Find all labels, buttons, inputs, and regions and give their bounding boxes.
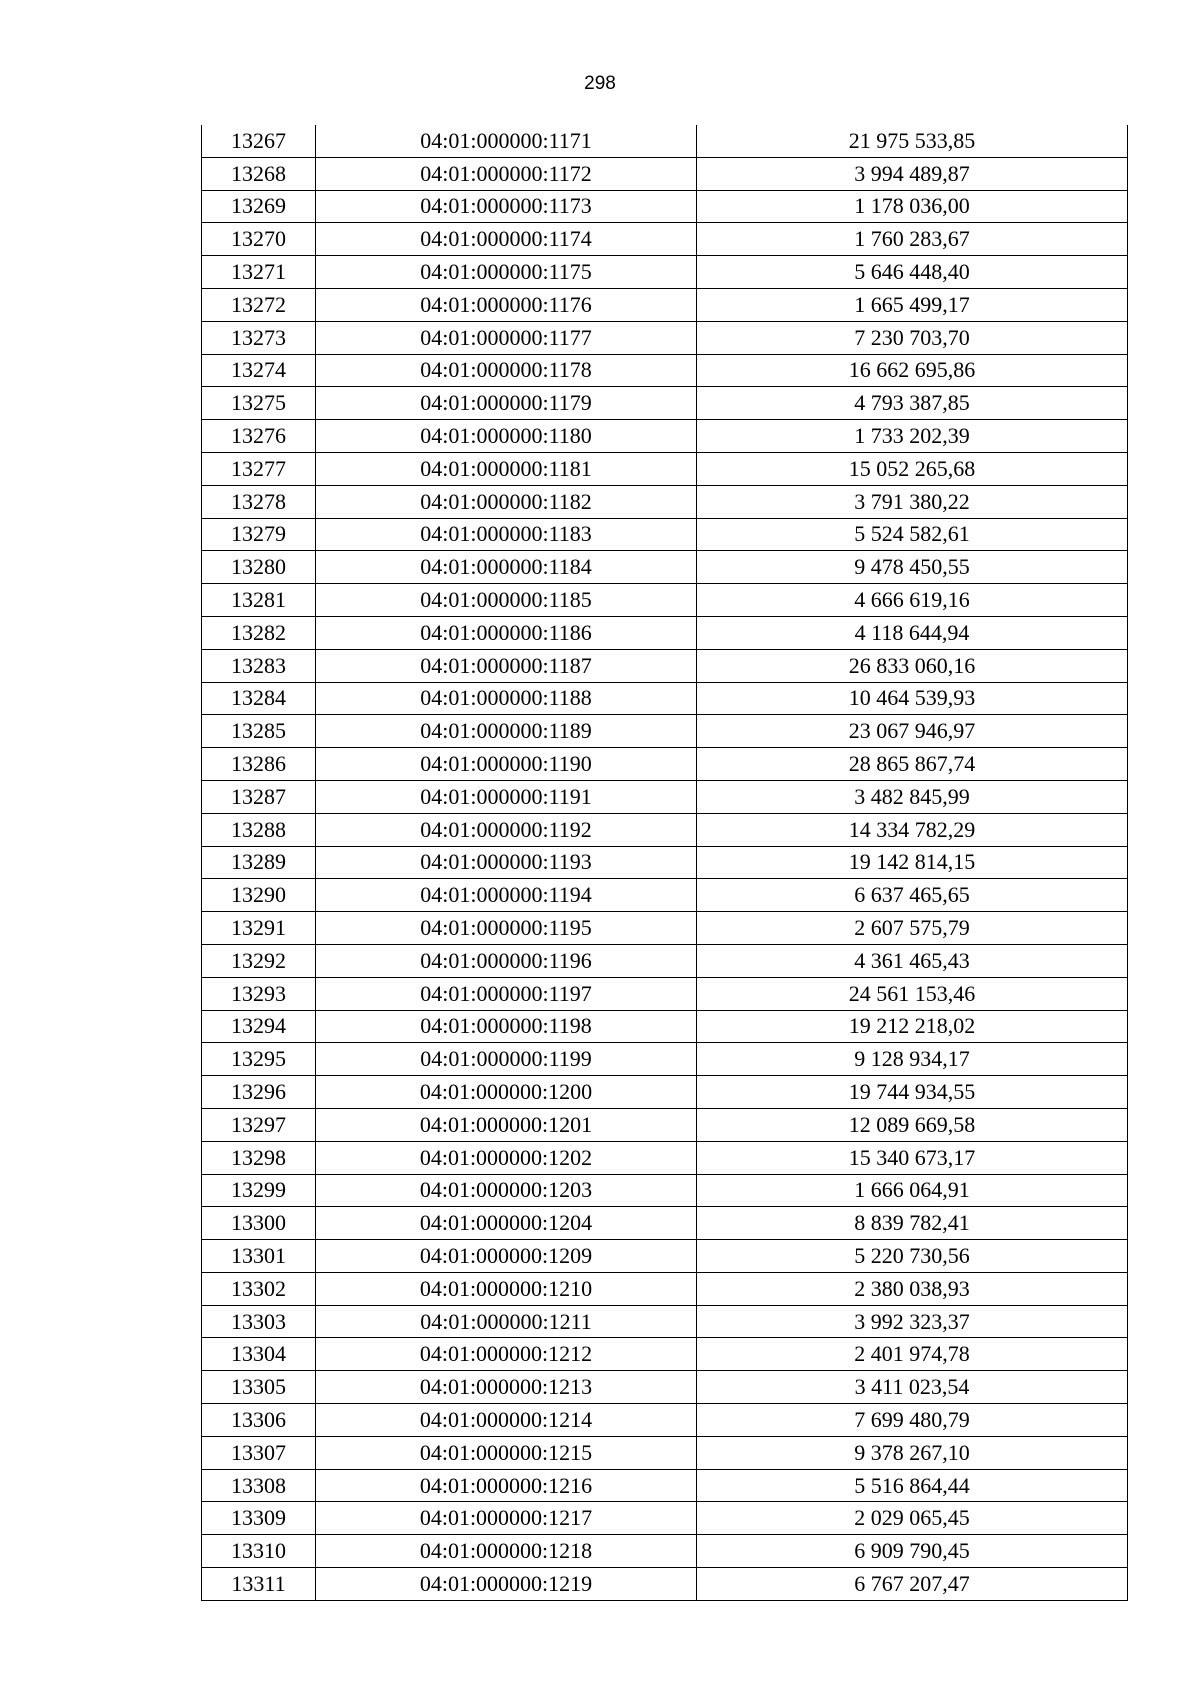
- table-row: [202, 1305, 1128, 1338]
- table-row: [202, 584, 1128, 617]
- table-row: [202, 813, 1128, 846]
- cadastral-number-cell: 04:01:000000:1204: [316, 1207, 697, 1240]
- cadastral-value-cell: 4 666 619,16: [697, 584, 1128, 617]
- cadastral-number-cell: 04:01:000000:1193: [316, 846, 697, 879]
- table-row: [202, 1043, 1128, 1076]
- row-number-cell: 13291: [202, 912, 316, 945]
- table-row: [202, 1207, 1128, 1240]
- row-number-cell: 13275: [202, 387, 316, 420]
- cadastral-number-cell: 04:01:000000:1178: [316, 354, 697, 387]
- table-row: [202, 1141, 1128, 1174]
- table-row: [202, 321, 1128, 354]
- table-row: [202, 1502, 1128, 1535]
- cadastral-number-cell: 04:01:000000:1173: [316, 190, 697, 223]
- cadastral-number-cell: 04:01:000000:1179: [316, 387, 697, 420]
- cadastral-number-cell: 04:01:000000:1194: [316, 879, 697, 912]
- row-number-cell: 13302: [202, 1272, 316, 1305]
- cadastral-number-cell: 04:01:000000:1216: [316, 1469, 697, 1502]
- cadastral-value-cell: 19 212 218,02: [697, 1010, 1128, 1043]
- cadastral-number-cell: 04:01:000000:1209: [316, 1240, 697, 1273]
- cadastral-value-cell: 21 975 533,85: [697, 125, 1128, 157]
- cadastral-value-cell: 14 334 782,29: [697, 813, 1128, 846]
- cadastral-number-cell: 04:01:000000:1171: [316, 125, 697, 157]
- cadastral-value-cell: 9 478 450,55: [697, 551, 1128, 584]
- row-number-cell: 13279: [202, 518, 316, 551]
- cadastral-number-cell: 04:01:000000:1218: [316, 1535, 697, 1568]
- cadastral-value-cell: 15 052 265,68: [697, 452, 1128, 485]
- row-number-cell: 13267: [202, 125, 316, 157]
- row-number-cell: 13299: [202, 1174, 316, 1207]
- cadastral-value-cell: 19 142 814,15: [697, 846, 1128, 879]
- table-row: [202, 1338, 1128, 1371]
- cadastral-value-cell: 1 178 036,00: [697, 190, 1128, 223]
- cadastral-number-cell: 04:01:000000:1177: [316, 321, 697, 354]
- cadastral-value-cell: 23 067 946,97: [697, 715, 1128, 748]
- table-row: [202, 1404, 1128, 1437]
- cadastral-value-cell: 12 089 669,58: [697, 1108, 1128, 1141]
- table-row: [202, 452, 1128, 485]
- cadastral-number-cell: 04:01:000000:1172: [316, 157, 697, 190]
- row-number-cell: 13271: [202, 256, 316, 289]
- row-number-cell: 13311: [202, 1568, 316, 1601]
- cadastral-value-cell: 3 791 380,22: [697, 485, 1128, 518]
- row-number-cell: 13301: [202, 1240, 316, 1273]
- cadastral-number-cell: 04:01:000000:1213: [316, 1371, 697, 1404]
- table-row: [202, 977, 1128, 1010]
- row-number-cell: 13292: [202, 944, 316, 977]
- row-number-cell: 13307: [202, 1436, 316, 1469]
- cadastral-number-cell: 04:01:000000:1199: [316, 1043, 697, 1076]
- cadastral-number-cell: 04:01:000000:1203: [316, 1174, 697, 1207]
- row-number-cell: 13285: [202, 715, 316, 748]
- table-row: [202, 616, 1128, 649]
- cadastral-value-cell: 5 646 448,40: [697, 256, 1128, 289]
- cadastral-number-cell: 04:01:000000:1217: [316, 1502, 697, 1535]
- table-row: [202, 780, 1128, 813]
- cadastral-number-cell: 04:01:000000:1191: [316, 780, 697, 813]
- cadastral-value-cell: 26 833 060,16: [697, 649, 1128, 682]
- table-row: [202, 1568, 1128, 1601]
- cadastral-number-cell: 04:01:000000:1196: [316, 944, 697, 977]
- row-number-cell: 13305: [202, 1371, 316, 1404]
- cadastral-value-cell: 2 607 575,79: [697, 912, 1128, 945]
- table-row: [202, 1076, 1128, 1109]
- cadastral-number-cell: 04:01:000000:1184: [316, 551, 697, 584]
- cadastral-value-cell: 3 411 023,54: [697, 1371, 1128, 1404]
- row-number-cell: 13293: [202, 977, 316, 1010]
- cadastral-number-cell: 04:01:000000:1200: [316, 1076, 697, 1109]
- table-row: [202, 1240, 1128, 1273]
- row-number-cell: 13270: [202, 223, 316, 256]
- row-number-cell: 13309: [202, 1502, 316, 1535]
- table-row: [202, 1535, 1128, 1568]
- table-row: [202, 223, 1128, 256]
- cadastral-number-cell: 04:01:000000:1186: [316, 616, 697, 649]
- cadastral-value-cell: 16 662 695,86: [697, 354, 1128, 387]
- row-number-cell: 13274: [202, 354, 316, 387]
- cadastral-value-cell: 1 760 283,67: [697, 223, 1128, 256]
- row-number-cell: 13287: [202, 780, 316, 813]
- table-row: [202, 1108, 1128, 1141]
- table-row: [202, 879, 1128, 912]
- cadastral-number-cell: 04:01:000000:1195: [316, 912, 697, 945]
- table-row: [202, 944, 1128, 977]
- cadastral-number-cell: 04:01:000000:1183: [316, 518, 697, 551]
- table-row: [202, 748, 1128, 781]
- row-number-cell: 13296: [202, 1076, 316, 1109]
- table-row: [202, 1272, 1128, 1305]
- table-row: [202, 420, 1128, 453]
- cadastral-value-cell: 8 839 782,41: [697, 1207, 1128, 1240]
- cadastral-value-cell: 1 733 202,39: [697, 420, 1128, 453]
- cadastral-value-cell: 10 464 539,93: [697, 682, 1128, 715]
- cadastral-number-cell: 04:01:000000:1190: [316, 748, 697, 781]
- row-number-cell: 13298: [202, 1141, 316, 1174]
- cadastral-value-cell: 5 516 864,44: [697, 1469, 1128, 1502]
- row-number-cell: 13268: [202, 157, 316, 190]
- cadastral-value-cell: 2 029 065,45: [697, 1502, 1128, 1535]
- row-number-cell: 13288: [202, 813, 316, 846]
- cadastral-number-cell: 04:01:000000:1197: [316, 977, 697, 1010]
- cadastral-number-cell: 04:01:000000:1210: [316, 1272, 697, 1305]
- row-number-cell: 13281: [202, 584, 316, 617]
- row-number-cell: 13297: [202, 1108, 316, 1141]
- table-row: [202, 387, 1128, 420]
- row-number-cell: 13300: [202, 1207, 316, 1240]
- table-row: [202, 1469, 1128, 1502]
- table-row: [202, 1436, 1128, 1469]
- cadastral-value-cell: 15 340 673,17: [697, 1141, 1128, 1174]
- table-row: [202, 518, 1128, 551]
- table-row: [202, 912, 1128, 945]
- cadastral-number-cell: 04:01:000000:1175: [316, 256, 697, 289]
- cadastral-number-cell: 04:01:000000:1181: [316, 452, 697, 485]
- page-number: 298: [584, 73, 616, 94]
- table-row: [202, 485, 1128, 518]
- cadastral-value-cell: 6 909 790,45: [697, 1535, 1128, 1568]
- cadastral-value-cell: 6 767 207,47: [697, 1568, 1128, 1601]
- cadastral-value-cell: 6 637 465,65: [697, 879, 1128, 912]
- row-number-cell: 13295: [202, 1043, 316, 1076]
- row-number-cell: 13273: [202, 321, 316, 354]
- cadastral-number-cell: 04:01:000000:1201: [316, 1108, 697, 1141]
- cadastral-number-cell: 04:01:000000:1187: [316, 649, 697, 682]
- table-row: [202, 551, 1128, 584]
- table-row: [202, 1174, 1128, 1207]
- cadastral-number-cell: 04:01:000000:1182: [316, 485, 697, 518]
- table-row: [202, 649, 1128, 682]
- table-row: [202, 157, 1128, 190]
- cadastral-number-cell: 04:01:000000:1185: [316, 584, 697, 617]
- table-row: [202, 846, 1128, 879]
- cadastral-value-cell: 2 380 038,93: [697, 1272, 1128, 1305]
- row-number-cell: 13308: [202, 1469, 316, 1502]
- row-number-cell: 13277: [202, 452, 316, 485]
- table-body: [202, 125, 1128, 1600]
- cadastral-number-cell: 04:01:000000:1176: [316, 288, 697, 321]
- row-number-cell: 13289: [202, 846, 316, 879]
- row-number-cell: 13276: [202, 420, 316, 453]
- cadastral-number-cell: 04:01:000000:1189: [316, 715, 697, 748]
- cadastral-value-cell: 2 401 974,78: [697, 1338, 1128, 1371]
- row-number-cell: 13303: [202, 1305, 316, 1338]
- cadastral-value-cell: 3 482 845,99: [697, 780, 1128, 813]
- cadastral-value-cell: 19 744 934,55: [697, 1076, 1128, 1109]
- cadastral-value-cell: 5 524 582,61: [697, 518, 1128, 551]
- table-row: [202, 354, 1128, 387]
- row-number-cell: 13283: [202, 649, 316, 682]
- row-number-cell: 13284: [202, 682, 316, 715]
- cadastral-number-cell: 04:01:000000:1211: [316, 1305, 697, 1338]
- cadastral-value-cell: 9 378 267,10: [697, 1436, 1128, 1469]
- table-row: [202, 256, 1128, 289]
- cadastral-number-cell: 04:01:000000:1174: [316, 223, 697, 256]
- row-number-cell: 13290: [202, 879, 316, 912]
- table-row: [202, 190, 1128, 223]
- row-number-cell: 13282: [202, 616, 316, 649]
- row-number-cell: 13306: [202, 1404, 316, 1437]
- table-row: [202, 288, 1128, 321]
- cadastral-number-cell: 04:01:000000:1198: [316, 1010, 697, 1043]
- row-number-cell: 13286: [202, 748, 316, 781]
- cadastral-number-cell: 04:01:000000:1202: [316, 1141, 697, 1174]
- row-number-cell: 13278: [202, 485, 316, 518]
- cadastral-value-cell: 7 699 480,79: [697, 1404, 1128, 1437]
- cadastral-value-cell: 3 992 323,37: [697, 1305, 1128, 1338]
- row-number-cell: 13310: [202, 1535, 316, 1568]
- table-row: [202, 125, 1128, 157]
- cadastral-number-cell: 04:01:000000:1215: [316, 1436, 697, 1469]
- cadastral-number-cell: 04:01:000000:1192: [316, 813, 697, 846]
- cadastral-number-cell: 04:01:000000:1214: [316, 1404, 697, 1437]
- cadastral-number-cell: 04:01:000000:1219: [316, 1568, 697, 1601]
- row-number-cell: 13294: [202, 1010, 316, 1043]
- cadastral-value-cell: 1 665 499,17: [697, 288, 1128, 321]
- cadastral-value-cell: 5 220 730,56: [697, 1240, 1128, 1273]
- cadastral-value-table: [201, 125, 1128, 1601]
- row-number-cell: 13272: [202, 288, 316, 321]
- cadastral-value-cell: 24 561 153,46: [697, 977, 1128, 1010]
- cadastral-value-cell: 28 865 867,74: [697, 748, 1128, 781]
- table-row: [202, 1371, 1128, 1404]
- cadastral-number-cell: 04:01:000000:1212: [316, 1338, 697, 1371]
- cadastral-value-cell: 3 994 489,87: [697, 157, 1128, 190]
- row-number-cell: 13269: [202, 190, 316, 223]
- table-row: [202, 1010, 1128, 1043]
- cadastral-number-cell: 04:01:000000:1188: [316, 682, 697, 715]
- cadastral-value-cell: 7 230 703,70: [697, 321, 1128, 354]
- table-row: [202, 682, 1128, 715]
- cadastral-value-cell: 9 128 934,17: [697, 1043, 1128, 1076]
- cadastral-value-cell: 4 118 644,94: [697, 616, 1128, 649]
- row-number-cell: 13280: [202, 551, 316, 584]
- cadastral-number-cell: 04:01:000000:1180: [316, 420, 697, 453]
- cadastral-value-cell: 1 666 064,91: [697, 1174, 1128, 1207]
- cadastral-value-cell: 4 361 465,43: [697, 944, 1128, 977]
- row-number-cell: 13304: [202, 1338, 316, 1371]
- table-row: [202, 715, 1128, 748]
- cadastral-value-cell: 4 793 387,85: [697, 387, 1128, 420]
